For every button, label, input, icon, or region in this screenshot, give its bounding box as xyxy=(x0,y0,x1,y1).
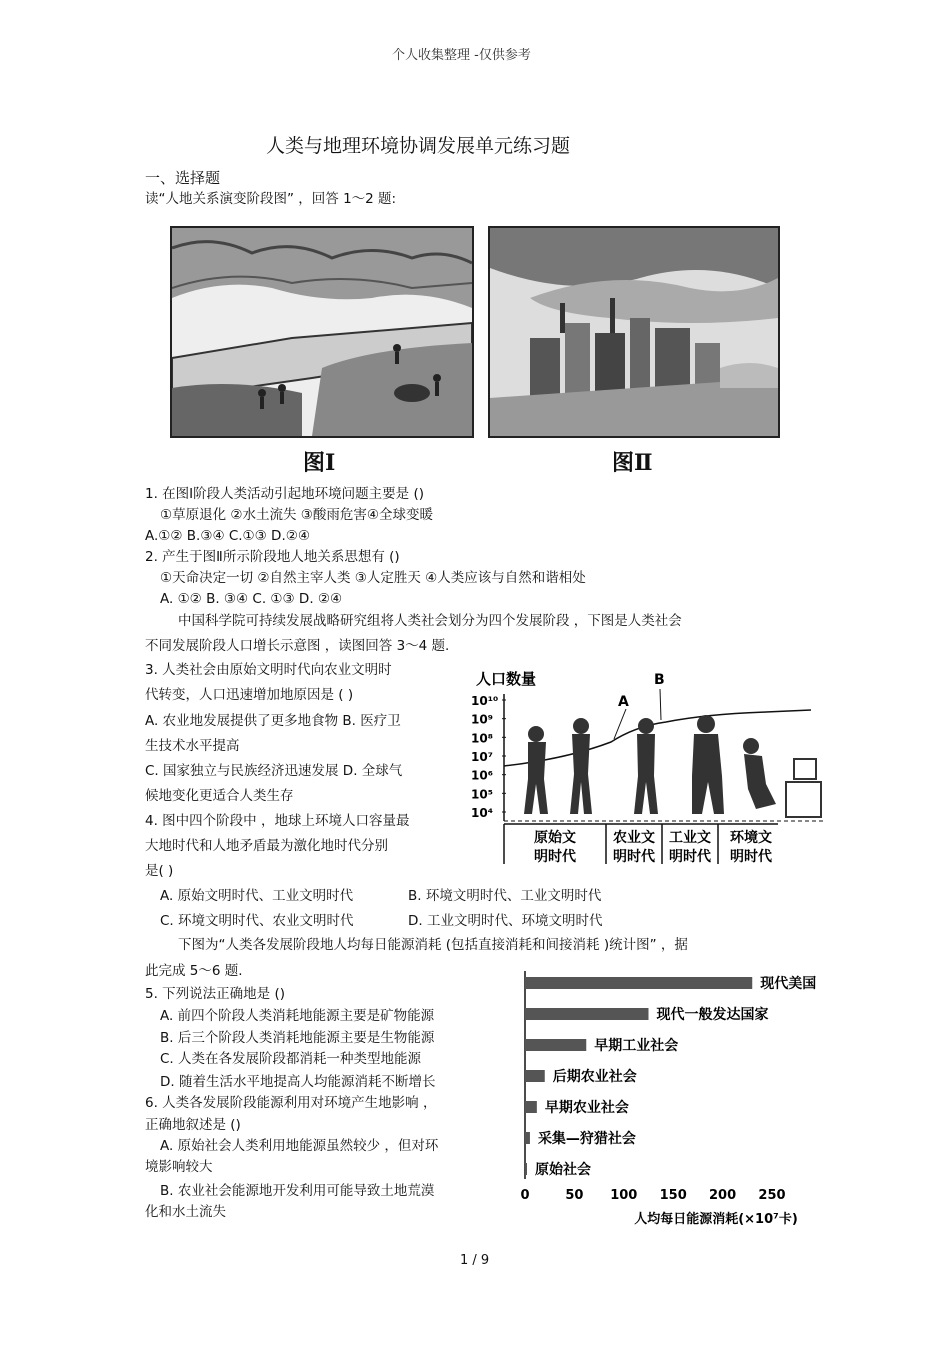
energy-bar xyxy=(525,1039,586,1051)
energy-bar-label: 后期农业社会 xyxy=(552,1069,637,1085)
question-3-line-5: C. 国家独立与民族经济迅速发展 D. 全球气 xyxy=(145,763,403,779)
energy-bar-label: 采集—狩猎社会 xyxy=(537,1131,636,1147)
population-chart-ylabel: 人口数量 xyxy=(476,670,537,688)
era-2-line-2: 明时代 xyxy=(669,849,711,865)
label-b-pointer xyxy=(660,689,661,720)
population-y-tick-label: 10¹⁰ xyxy=(471,694,499,708)
population-y-tick-label: 10⁷ xyxy=(471,750,493,764)
era-0-line-2: 明时代 xyxy=(534,849,576,865)
energy-bar xyxy=(525,1101,537,1113)
era-0-line-1: 原始文 xyxy=(534,830,576,846)
energy-x-tick-label: 200 xyxy=(709,1188,737,1203)
figure-2-image xyxy=(488,226,780,438)
label-a: A xyxy=(618,694,629,710)
energy-bar xyxy=(525,1132,530,1144)
question-3-line-4: 生技术水平提高 xyxy=(145,738,240,754)
population-y-tick-label: 10⁶ xyxy=(471,768,493,783)
question-6-line-6: 化和水土流失 xyxy=(145,1204,226,1220)
energy-bar-label: 现代美国 xyxy=(760,976,817,992)
evolution-figures xyxy=(524,715,821,817)
figure-2-label: 图Ⅱ xyxy=(612,450,653,476)
population-y-tick-label: 10⁴ xyxy=(471,806,493,820)
question-3-line-3: A. 农业地发展提供了更多地食物 B. 医疗卫 xyxy=(145,713,401,729)
question-6-line-1: 6. 人类各发展阶段能源利用对环境产生地影响 ， xyxy=(145,1095,437,1111)
question-3-line-1: 3. 人类社会由原始文明时代向农业文明时 xyxy=(145,662,392,678)
energy-bar-label: 原始社会 xyxy=(535,1162,591,1178)
era-2-line-1: 工业文 xyxy=(669,830,711,846)
document-title: 人类与地理环境协调发展单元练习题 xyxy=(266,135,571,157)
population-chart xyxy=(466,664,836,869)
energy-bar-chart xyxy=(510,966,835,1231)
question-5-option-c: C. 人类在各发展阶段都消耗一种类型地能源 xyxy=(160,1051,422,1067)
question-5-option-b: B. 后三个阶段人类消耗地能源主要是生物能源 xyxy=(160,1030,435,1046)
question-3-line-6: 候地变化更适合人类生存 xyxy=(145,788,294,804)
population-curve xyxy=(504,710,811,766)
energy-bar-label: 早期工业社会 xyxy=(594,1038,679,1054)
question-4-option-b: B. 环境文明时代、工业文明时代 xyxy=(408,888,602,904)
question-5-option-a: A. 前四个阶段人类消耗地能源主要是矿物能源 xyxy=(160,1008,435,1024)
question-5-option-d: D. 随着生活水平地提高人均能源消耗不断增长 xyxy=(160,1074,436,1090)
question-6-line-2: 正确地叙述是 () xyxy=(145,1117,241,1133)
question-4-line-3: 是( ) xyxy=(145,863,174,879)
energy-bar xyxy=(525,1070,545,1082)
energy-bar-label: 现代一般发达国家 xyxy=(656,1007,769,1023)
energy-x-tick-label: 250 xyxy=(758,1188,786,1203)
question-3-line-2: 代转变，人口迅速增加地原因是 ( ) xyxy=(145,687,354,703)
question-6-line-5: B. 农业社会能源地开发利用可能导致土地荒漠 xyxy=(160,1183,435,1199)
population-y-tick-label: 10⁸ xyxy=(471,731,493,746)
energy-bar-label: 早期农业社会 xyxy=(544,1100,629,1116)
question-4-line-2: 大地时代和人地矛盾最为激化地时代分别 xyxy=(145,838,388,854)
page-number: 1 / 9 xyxy=(460,1253,490,1268)
energy-x-tick-label: 50 xyxy=(565,1188,584,1203)
question-4-line-1: 4. 图中四个阶段中 ，地球上环境人口容量最 xyxy=(145,813,410,829)
figure-1-label: 图Ⅰ xyxy=(303,450,336,476)
paragraph-2-line-2: 不同发展阶段人口增长示意图 ，读图回答 3～4 题. xyxy=(145,638,450,654)
energy-bar xyxy=(525,1008,649,1020)
question-5-stem: 5. 下列说法正确地是 () xyxy=(145,986,285,1002)
question-4-option-d: D. 工业文明时代、环境文明时代 xyxy=(408,913,603,929)
energy-x-tick-label: 0 xyxy=(520,1188,530,1203)
era-3-line-1: 环境文 xyxy=(730,830,772,846)
energy-x-tick-label: 150 xyxy=(659,1188,687,1203)
era-3-line-2: 明时代 xyxy=(730,849,772,865)
era-1-line-1: 农业文 xyxy=(613,830,655,846)
section-heading: 一、选择题 xyxy=(145,169,221,187)
population-y-tick-label: 10⁵ xyxy=(471,787,493,802)
question-6-line-3: A. 原始社会人类利用地能源虽然较少 ，但对环 xyxy=(160,1138,439,1154)
energy-x-tick-label: 100 xyxy=(610,1188,638,1203)
paragraph-2-line-1: 中国科学院可持续发展战略研究组将人类社会划分为四个发展阶段 ，下图是人类社会 xyxy=(178,613,682,629)
energy-bar xyxy=(525,977,752,989)
question-1-items: ①草原退化 ②水土流失 ③酸雨危害④全球变暖 xyxy=(160,507,433,523)
energy-bar xyxy=(525,1163,527,1175)
question-6-line-4: 境影响较大 xyxy=(145,1159,213,1175)
question-2-stem: 2. 产生于图Ⅱ所示阶段地人地关系思想有 () xyxy=(145,549,400,565)
era-1-line-2: 明时代 xyxy=(613,849,655,865)
figure-1-image xyxy=(170,226,474,438)
question-4-option-a: A. 原始文明时代、工业文明时代 xyxy=(160,888,354,904)
question-2-items: ①天命决定一切 ②自然主宰人类 ③人定胜天 ④人类应该与自然和谐相处 xyxy=(160,570,586,586)
question-2-options: A. ①② B. ③④ C. ①③ D. ②④ xyxy=(160,591,343,607)
question-1-options: A.①② B.③④ C.①③ D.②④ xyxy=(145,528,310,544)
energy-x-label: 人均每日能源消耗(×10⁷卡) xyxy=(634,1212,798,1227)
page-header: 个人收集整理 -仅供参考 xyxy=(392,48,531,63)
population-y-ticks xyxy=(471,694,506,820)
population-y-tick-label: 10⁹ xyxy=(471,712,493,727)
paragraph-3-line-1: 下图为“人类各发展阶段地人均每日能源消耗 (包括直接消耗和间接消耗 )统计图” ，据 xyxy=(178,937,688,953)
question-1-stem: 1. 在图Ⅰ阶段人类活动引起地环境问题主要是 () xyxy=(145,486,424,502)
question-4-option-c: C. 环境文明时代、农业文明时代 xyxy=(160,913,354,929)
paragraph-3-line-2: 此完成 5～6 题. xyxy=(145,963,243,979)
intro-text: 读“人地关系演变阶段图” ，回答 1～2 题: xyxy=(145,191,397,207)
label-b: B xyxy=(654,672,665,688)
